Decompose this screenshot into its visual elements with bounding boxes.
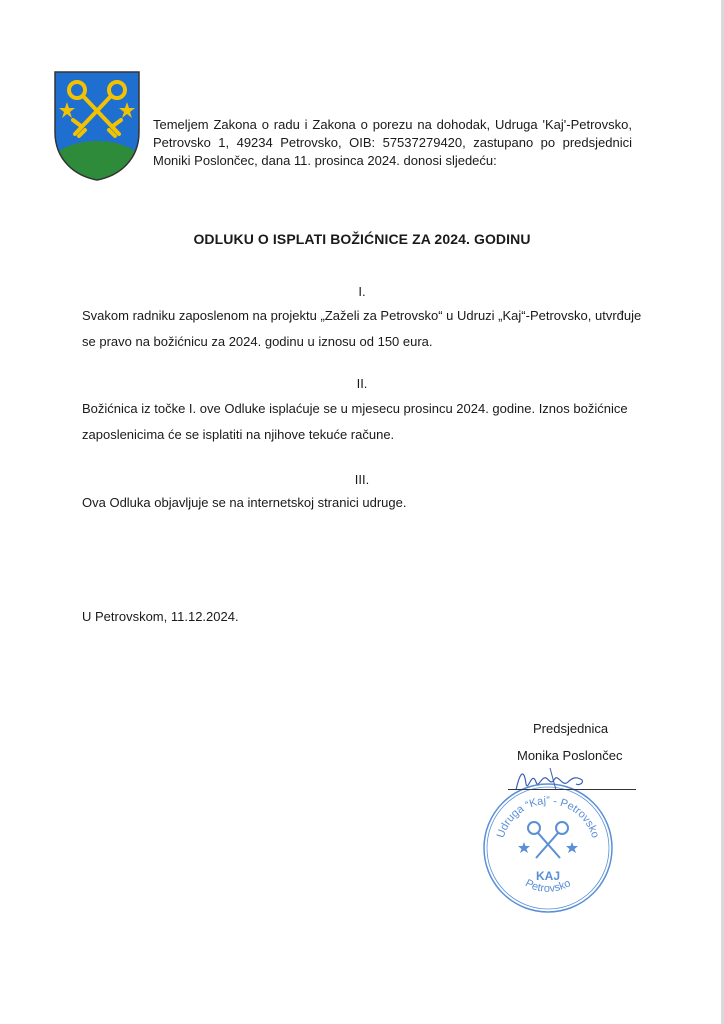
section-3-text: Ova Odluka objavljuje se na internetskoj stranici udruge.	[82, 495, 407, 510]
section-2-text: Božićnica iz točke I. ove Odluke isplaćuje se u mjesecu prosincu 2024. godine. Iznos božićnice zaposlenicima će se isplatiti na njihove tekuće račune.	[82, 401, 628, 442]
stamp-top-text: Udruga “Kaj” - Petrovsko	[494, 794, 602, 840]
stamp-bottom-text: Petrovsko	[523, 877, 573, 895]
stamp-center-text: KAJ	[535, 869, 561, 883]
coat-of-arms-icon	[53, 70, 141, 182]
official-stamp	[480, 780, 616, 916]
decision-title: ODLUKU O ISPLATI BOŽIĆNICE ZA 2024. GODINU	[193, 231, 531, 247]
intro-paragraph: Temeljem Zakona o radu i Zakona o porezu na dohodak, Udruga 'Kaj'-Petrovsko, Petrovsko 1, 49234 Petrovsko, OIB: 57537279420, zastupano po predsjednici Moniki Poslončec, dana 11. prosinca 2024. donosi sljedeću:	[153, 117, 632, 168]
place-and-date: U Petrovskom, 11.12.2024.	[82, 609, 239, 624]
section-3-numeral: III.	[354, 472, 370, 487]
signatory-name: Monika Poslončec	[517, 748, 623, 763]
signatory-role: Predsjednica	[533, 721, 609, 736]
handwritten-signature	[510, 762, 590, 796]
section-2-numeral: II.	[356, 376, 368, 391]
section-1-text: Svakom radniku zaposlenom na projektu „Zaželi za Petrovsko“ u Udruzi „Kaj“-Petrovsko, utvrđuje se pravo na božićnicu za 2024. godinu u iznosu od 150 eura.	[82, 308, 642, 349]
section-1-numeral: I.	[358, 284, 366, 299]
signature-line	[508, 789, 636, 790]
